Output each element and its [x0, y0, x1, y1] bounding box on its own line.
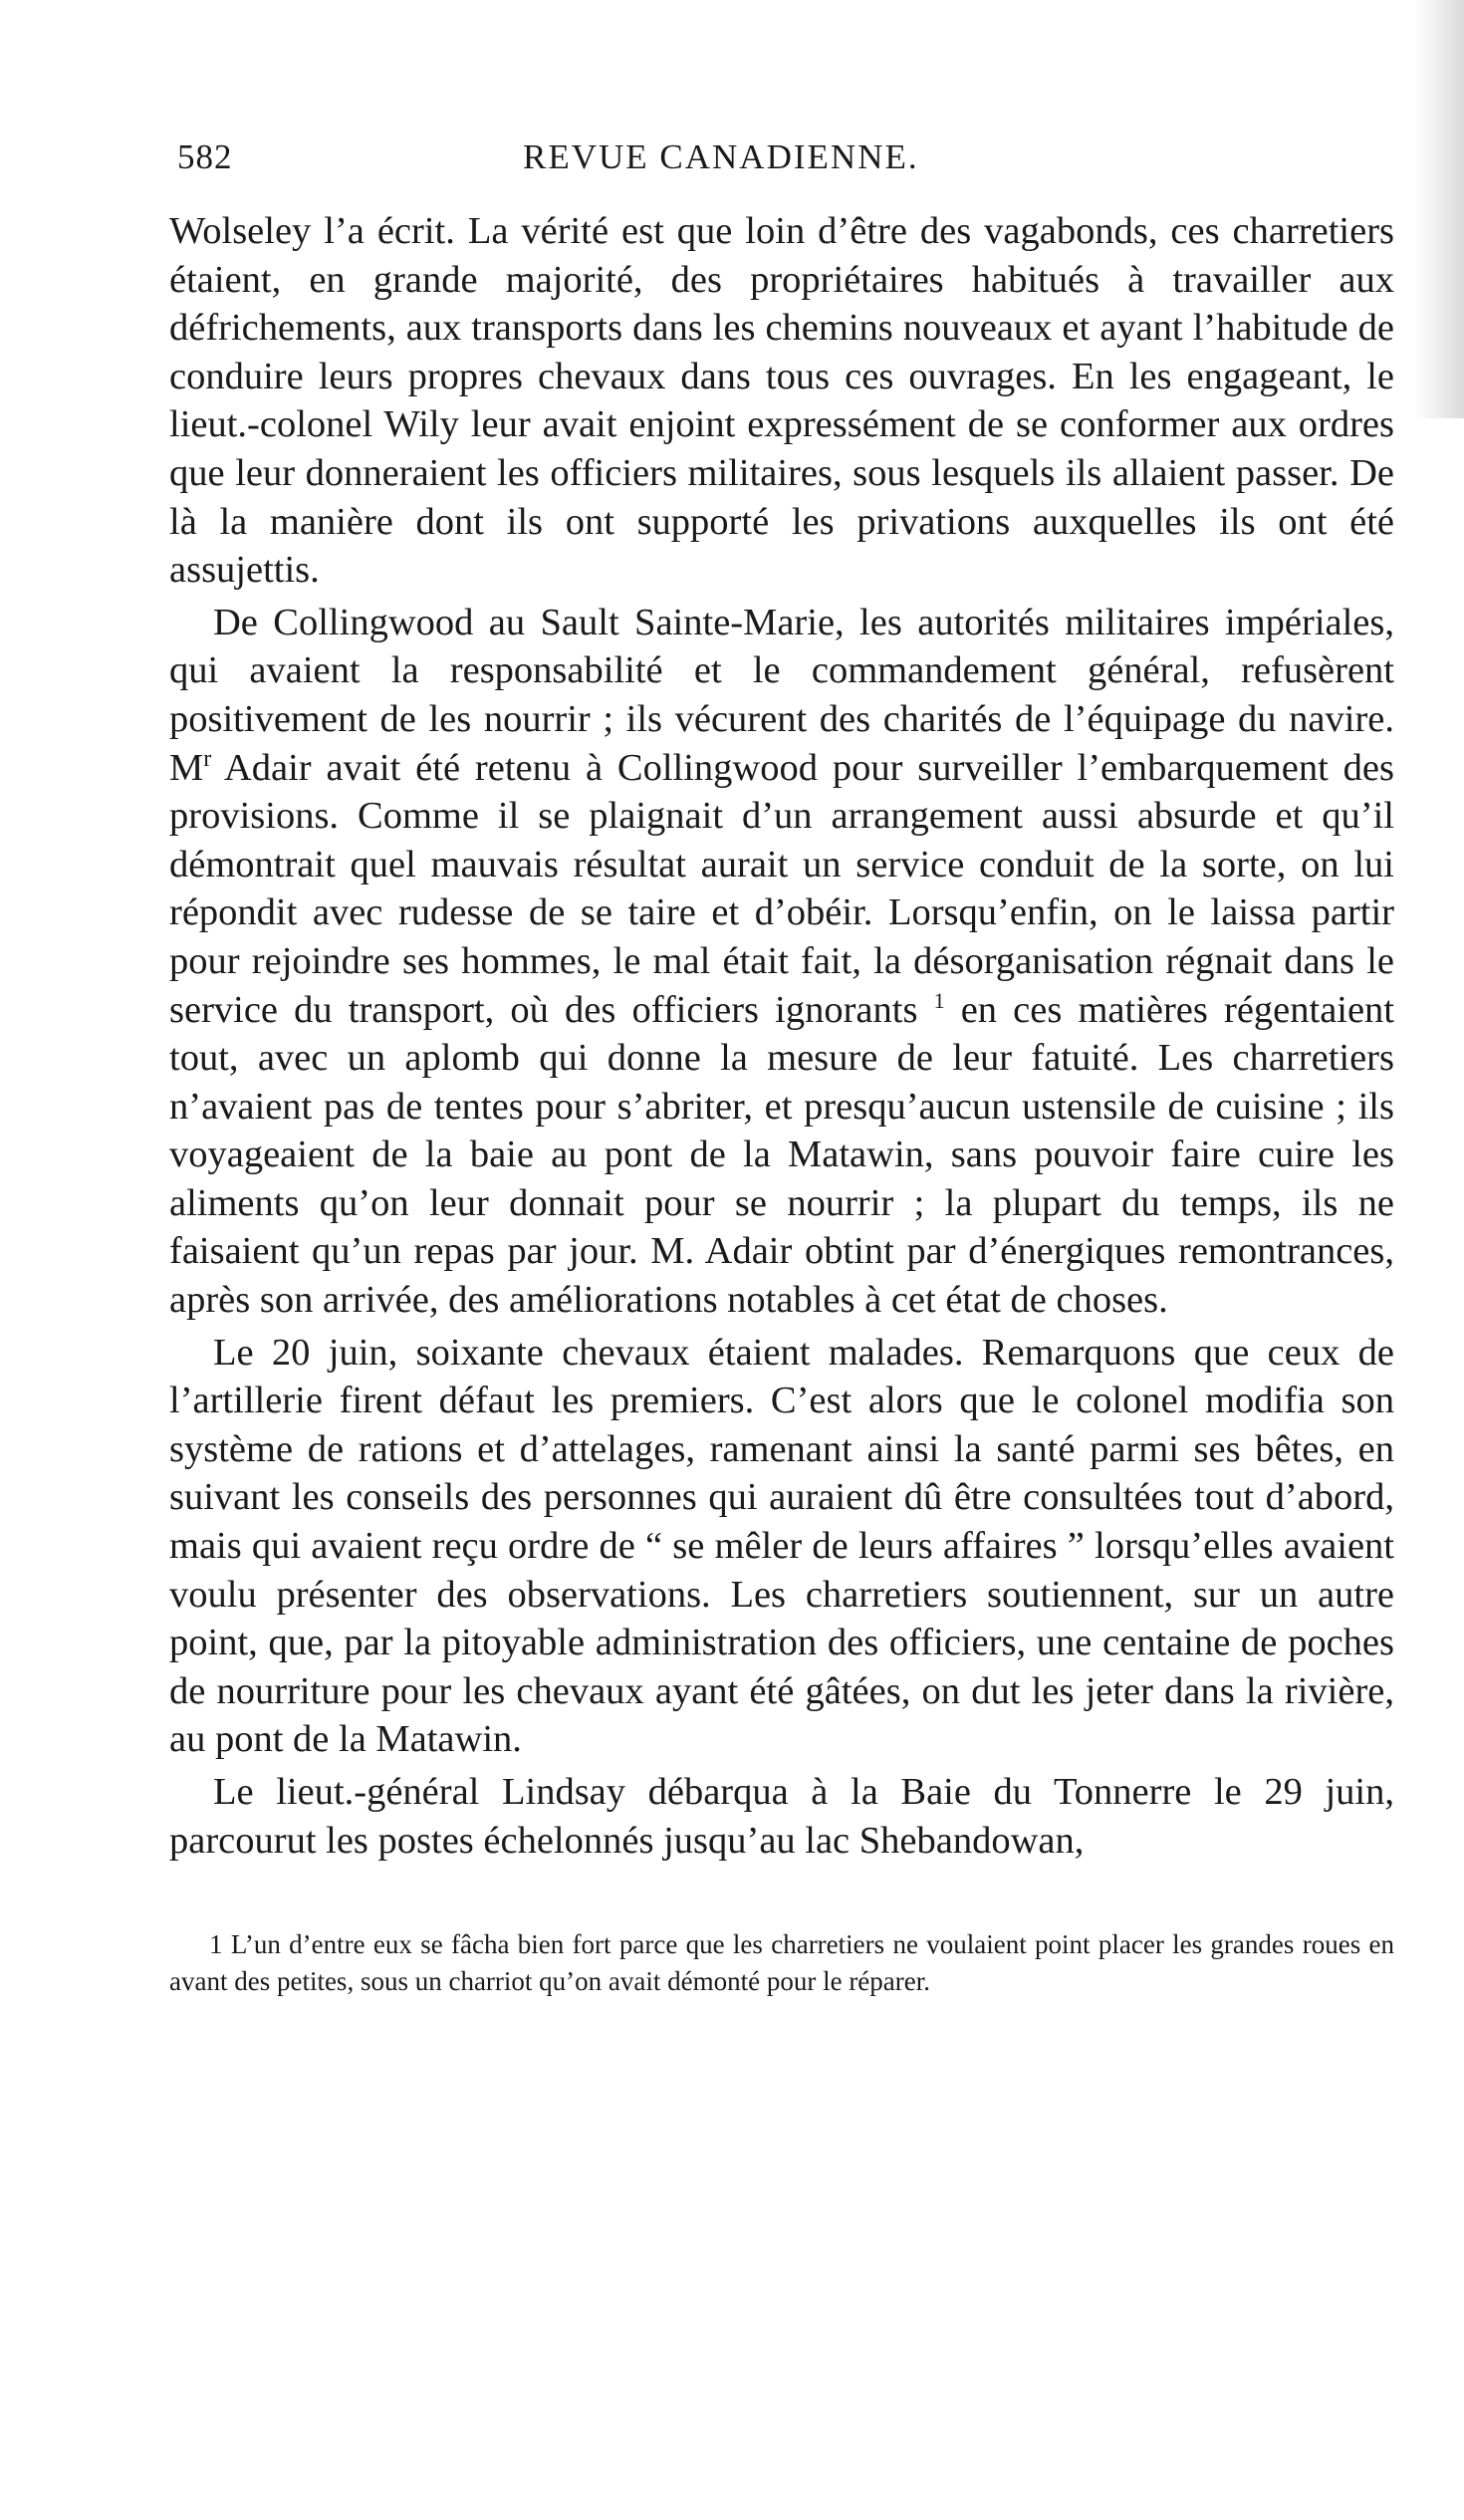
page-header — [169, 129, 1394, 189]
paragraph-1: Wolseley l’a écrit. La vérité est que loin d’être des vagabonds, ces charretiers étaient, en grande majorité, des propriétaires habitués à travailler aux défrichements, aux transports dans les chemins nouveaux et ayant l’habitude de conduire leurs propres chevaux dans tous ces ouvrages. En les engageant, le lieut.-colonel Wily leur avait enjoint expressément de se conformer aux ordres que leur donneraient les officiers militaires, sous lesquels ils allaient passer. De là la manière dont ils ont supporté les privations auxquelles ils ont été assujettis. — [169, 210, 1394, 592]
paragraph-4: Le lieut.-général Lindsay débarqua à la Baie du Tonnerre le 29 juin, parcourut les postes échelonnés jusqu’au lac Shebandowan, — [169, 1771, 1394, 1862]
footnote — [169, 1926, 1394, 2000]
body-text — [169, 207, 1394, 1865]
page-edge-shadow — [1414, 0, 1464, 418]
running-head: REVUE CANADIENNE. — [523, 137, 919, 176]
book-page — [169, 129, 1394, 2000]
paragraph-2-part-b: Adair avait été retenu à Collingwood pour surveiller l’embarquement des provisions. Comme il se plaignait d’un arrangement aussi absurde et qu’il démontrait quel mauvais résultat aurait un service conduit de la sorte, on lui répondit avec rudesse de se taire et d’obéir. Lorsqu’enfin, on le laissa partir pour rejoindre ses hommes, le mal était fait, la désorganisation régnait dans le service du transport, où des officiers ignorants — [169, 746, 1394, 1031]
footnote-text: L’un d’entre eux se fâcha bien fort parce que les charretiers ne voulaient point placer les grandes roues en avant des petites, sous un charriot qu’on avait démonté pour le réparer. — [169, 1929, 1394, 1997]
paragraph-2 — [169, 599, 1394, 1325]
superscript-r: r — [203, 745, 212, 772]
footnote-number: 1 — [209, 1929, 223, 1960]
footnote-reference: 1 — [933, 987, 945, 1013]
page-number: 582 — [177, 137, 233, 176]
paragraph-3: Le 20 juin, soixante chevaux étaient malades. Remarquons que ceux de l’artillerie firent défaut les premiers. C’est alors que le colonel modifia son système de rations et d’attelages, ramenant ainsi la santé parmi ses bêtes, en suivant les conseils des personnes qui auraient dû être consultées tout d’abord, mais qui avaient reçu ordre de “ se mêler de leurs affaires ” lorsqu’elles avaient voulu présenter des observations. Les charretiers soutiennent, sur un autre point, que, par la pitoyable administration des officiers, une centaine de poches de nourriture pour les chevaux ayant été gâtées, on dut les jeter dans la rivière, au pont de la Matawin. — [169, 1331, 1394, 1761]
paragraph-2-part-a: De Collingwood au Sault Sainte-Marie, les autorités militaires impériales, qui avaient la responsabilité et le commandement général, refusèrent positivement de les nourrir ; ils vécurent des charités de l’équipage du navire. M — [169, 601, 1394, 789]
paragraph-2-part-c: en ces matières régentaient tout, avec un aplomb qui donne la mesure de leur fatuité. Les charretiers n’avaient pas de tentes pour s’abriter, et presqu’aucun ustensile de cuisine ; ils voyageaient de la baie au pont de la Matawin, sans pouvoir faire cuire les aliments qu’on leur donnait pour se nourrir ; la plupart du temps, ils ne faisaient qu’un repas par jour. M. Adair obtint par d’énergiques remontrances, après son arrivée, des améliorations notables à cet état de choses. — [169, 988, 1395, 1322]
